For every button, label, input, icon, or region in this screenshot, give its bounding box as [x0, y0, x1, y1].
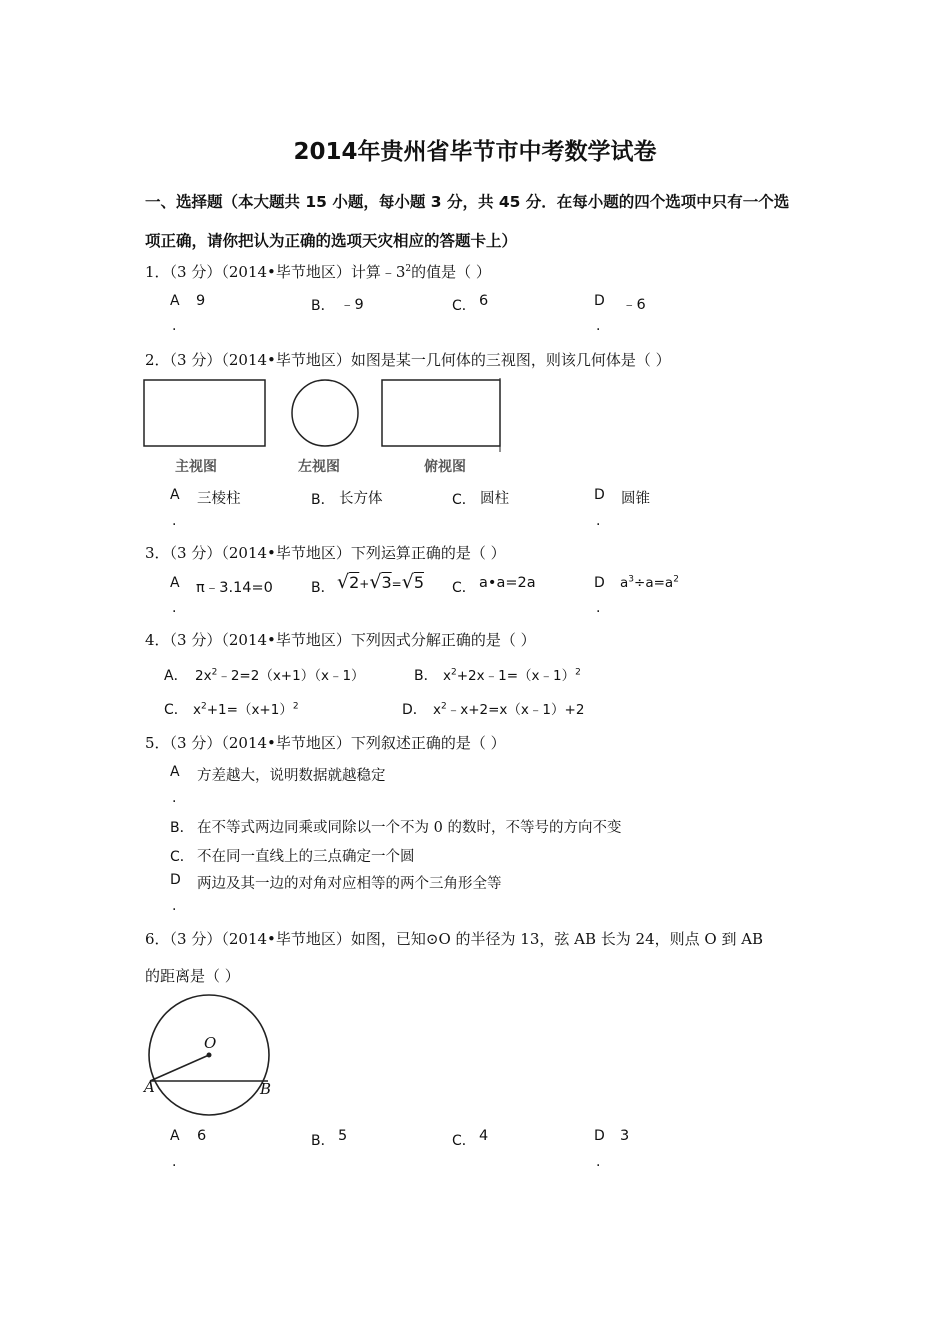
q2-option-b: 长方体	[339, 491, 383, 507]
q2-option-b-label: B．	[311, 492, 335, 508]
q5-option-b-label: B．	[170, 820, 194, 836]
q6-option-c-label: C．	[452, 1133, 476, 1149]
q3-option-d-label: D	[594, 575, 605, 591]
q5-option-a: 方差越大，说明数据就越稳定	[197, 768, 386, 784]
q1-option-b-label: B．	[311, 298, 335, 314]
q1-option-d-dot: .	[596, 318, 601, 334]
q1-option-a-dot: .	[172, 318, 177, 334]
label-point-o: O	[204, 1034, 217, 1052]
q4-option-d: $x^2﹣x+2=x(x﹣1)+2$	[433, 701, 585, 718]
q2-option-d: 圆锥	[621, 491, 650, 507]
q5-option-d: 两边及其一边的对角对应相等的两个三角形全等	[197, 876, 502, 892]
q1-option-c: 6	[479, 293, 489, 309]
q5-option-d-dot: .	[172, 898, 177, 914]
q3-option-c-label: C．	[452, 580, 476, 596]
q3-option-a-dot: .	[172, 600, 177, 616]
q6-option-a-dot: .	[172, 1154, 177, 1170]
q1-option-d: ﹣6	[622, 297, 646, 313]
label-point-a: A	[144, 1078, 155, 1096]
q6-option-b-label: B．	[311, 1133, 335, 1149]
label-point-b: B	[260, 1080, 272, 1098]
q3-option-a: π﹣3.14=0	[196, 580, 273, 596]
center-point	[207, 1053, 212, 1058]
question-1-stem: 1．（3 分）（2014•毕节地区）计算$﹣3^2$的值是（ ）	[145, 263, 491, 281]
q5-option-c-label: C．	[170, 849, 194, 865]
q6-option-d: 3	[620, 1128, 630, 1144]
q6-option-a: 6	[197, 1128, 207, 1144]
q1-option-c-label: C．	[452, 298, 476, 314]
q3-option-c: a•a=2a	[479, 575, 536, 591]
q4-option-d-label: D．	[402, 702, 427, 718]
q2-option-a-dot: .	[172, 513, 177, 529]
caption-left-view: 左视图	[298, 459, 340, 475]
q5-option-a-dot: .	[172, 790, 177, 806]
q4-option-a-label: A．	[164, 668, 188, 684]
q2-option-c-label: C．	[452, 492, 476, 508]
q4-option-c: $x^2+1=(x+1)^2$	[193, 701, 299, 718]
caption-front-view: 主视图	[175, 459, 217, 475]
caption-top-view: 俯视图	[424, 459, 466, 475]
q5-option-b: 在不等式两边同乘或同除以一个不为 0 的数时，不等号的方向不变	[197, 820, 622, 836]
q3-option-d-dot: .	[596, 600, 601, 616]
question-3-stem: 3．（3 分）（2014•毕节地区）下列运算正确的是（ ）	[145, 544, 506, 562]
q5-option-d-label: D	[170, 872, 181, 888]
q5-option-c: 不在同一直线上的三点确定一个圆	[197, 849, 415, 865]
q1-option-a-label: A	[170, 293, 180, 309]
q4-option-b-label: B．	[414, 668, 438, 684]
q2-option-d-dot: .	[596, 513, 601, 529]
radius-oa	[150, 1055, 209, 1081]
q6-option-b: 5	[338, 1128, 348, 1144]
question-4-stem: 4．（3 分）（2014•毕节地区）下列因式分解正确的是（ ）	[145, 631, 536, 649]
q3-option-b-label: B．	[311, 580, 335, 596]
question-2-stem: 2．（3 分）（2014•毕节地区）如图是某一几何体的三视图，则该几何体是（ ）	[145, 351, 671, 369]
q6-option-a-label: A	[170, 1128, 180, 1144]
q6-option-d-dot: .	[596, 1154, 601, 1170]
q2-option-c: 圆柱	[480, 491, 509, 507]
page-title: 2014年贵州省毕节市中考数学试卷	[293, 139, 657, 165]
section-header-line1: 一、选择题（本大题共 15 小题，每小题 3 分，共 45 分．在每小题的四个选项中只有一个选	[145, 193, 790, 211]
question-6-stem-line2: 的距离是（ ）	[145, 967, 240, 985]
q4-option-c-label: C．	[164, 702, 188, 718]
q3-option-a-label: A	[170, 575, 180, 591]
q6-option-d-label: D	[594, 1128, 605, 1144]
section-header-line2: 项正确，请你把认为正确的选项天灾相应的答题卡上）	[145, 232, 518, 250]
q1-option-a: 9	[196, 293, 206, 309]
q2-option-a-label: A	[170, 487, 180, 503]
q1-option-b: ﹣9	[340, 297, 364, 313]
question-6-stem-line1: 6．（3 分）（2014•毕节地区）如图，已知⊙O 的半径为 13，弦 AB 长为 24，则点 O 到 AB	[145, 930, 764, 948]
q2-option-a: 三棱柱	[197, 491, 241, 507]
q6-option-c: 4	[479, 1128, 489, 1144]
q3-option-b: √2+√3=√5	[337, 571, 425, 593]
question-5-stem: 5．（3 分）（2014•毕节地区）下列叙述正确的是（ ）	[145, 734, 506, 752]
q3-option-d: $a^3\div a=a^2$	[620, 574, 679, 591]
q1-option-d-label: D	[594, 293, 605, 309]
q4-option-a: $2x^2﹣2=2(x+1)(x﹣1)$	[195, 667, 365, 684]
q5-option-a-label: A	[170, 764, 180, 780]
q2-option-d-label: D	[594, 487, 605, 503]
q4-option-b: $x^2+2x﹣1=(x﹣1)^2$	[443, 667, 581, 684]
